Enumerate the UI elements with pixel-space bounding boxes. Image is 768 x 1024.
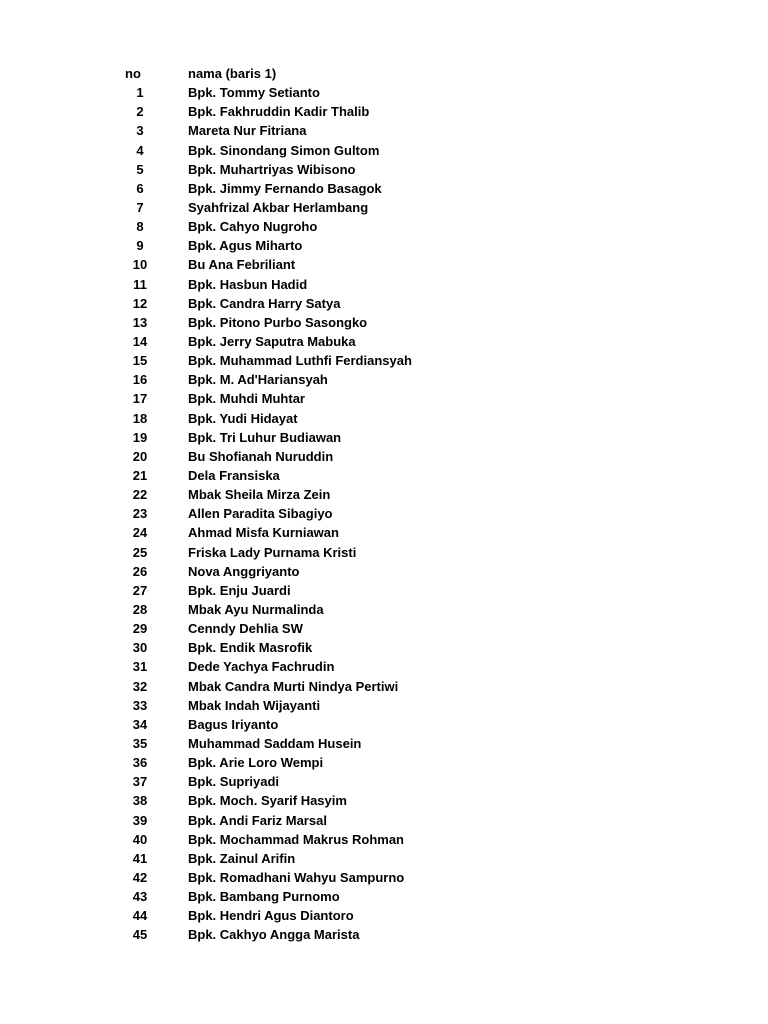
row-number-cell	[0, 562, 155, 581]
row-number: 24	[132, 525, 148, 541]
table-row	[0, 121, 768, 140]
row-number-cell	[0, 236, 155, 255]
row-number-cell	[0, 887, 155, 906]
row-number-cell	[0, 160, 155, 179]
row-number-cell	[0, 370, 155, 389]
table-row	[0, 925, 768, 944]
row-number: 44	[132, 908, 148, 924]
row-number: 12	[132, 295, 148, 311]
table-row	[0, 255, 768, 274]
row-name: Dela Fransiska	[188, 468, 280, 484]
row-name: Nova Anggriyanto	[188, 563, 300, 579]
row-number-cell	[0, 485, 155, 504]
row-number-cell	[0, 811, 155, 830]
row-number-cell	[0, 198, 155, 217]
row-number-cell	[0, 696, 155, 715]
row-name: Bpk. Muhdi Muhtar	[188, 391, 305, 407]
row-number-cell	[0, 428, 155, 447]
row-number-cell	[0, 849, 155, 868]
table-row	[0, 772, 768, 791]
row-name: Bpk. Yudi Hidayat	[188, 410, 298, 426]
table-row	[0, 753, 768, 772]
table-row	[0, 275, 768, 294]
row-number: 9	[136, 238, 144, 254]
row-name: Bpk. Hasbun Hadid	[188, 276, 308, 292]
header-nama-label: nama (baris 1)	[188, 66, 277, 82]
row-number-cell	[0, 351, 155, 370]
row-name: Mbak Candra Murti Nindya Pertiwi	[188, 678, 399, 694]
table-row	[0, 906, 768, 925]
row-name: Bagus Iriyanto	[188, 716, 279, 732]
row-name: Bpk. Cakhyo Angga Marista	[188, 927, 360, 943]
row-name: Bu Shofianah Nuruddin	[188, 448, 334, 464]
table-row	[0, 294, 768, 313]
row-name: Bpk. Cahyo Nugroho	[188, 219, 318, 235]
table-row	[0, 504, 768, 523]
table-row	[0, 696, 768, 715]
row-number: 30	[132, 640, 148, 656]
row-name: Bpk. Pitono Purbo Sasongko	[188, 314, 368, 330]
table-row	[0, 141, 768, 160]
table-row	[0, 428, 768, 447]
row-number-cell	[0, 294, 155, 313]
row-name: Bpk. Muhammad Luthfi Ferdiansyah	[188, 353, 412, 369]
row-number: 10	[132, 257, 148, 273]
row-number-cell	[0, 657, 155, 676]
row-number: 17	[132, 391, 148, 407]
row-number: 14	[132, 334, 148, 350]
row-number-cell	[0, 677, 155, 696]
row-name: Bpk. Arie Loro Wempi	[188, 755, 324, 771]
row-name: Bpk. Candra Harry Satya	[188, 295, 341, 311]
table-row	[0, 581, 768, 600]
row-number-cell	[0, 581, 155, 600]
row-number: 41	[132, 850, 148, 866]
row-number-cell	[0, 543, 155, 562]
row-number: 6	[136, 180, 144, 196]
row-number: 39	[132, 812, 148, 828]
table-row	[0, 638, 768, 657]
row-number: 26	[132, 563, 148, 579]
row-number-cell	[0, 504, 155, 523]
row-number: 35	[132, 735, 148, 751]
row-name: Bpk. Hendri Agus Diantoro	[188, 908, 354, 924]
row-number: 15	[132, 353, 148, 369]
table-row	[0, 370, 768, 389]
row-number: 34	[132, 716, 148, 732]
row-name: Mbak Indah Wijayanti	[188, 697, 321, 713]
table-row	[0, 198, 768, 217]
table-row	[0, 409, 768, 428]
table-row	[0, 313, 768, 332]
table-row	[0, 734, 768, 753]
row-name: Muhammad Saddam Husein	[188, 735, 362, 751]
table-row	[0, 715, 768, 734]
row-name: Bu Ana Febriliant	[188, 257, 296, 273]
row-name: Bpk. Sinondang Simon Gultom	[188, 142, 380, 158]
row-number-cell	[0, 447, 155, 466]
row-number: 42	[132, 869, 148, 885]
row-number: 28	[132, 602, 148, 617]
row-number-cell	[0, 141, 155, 160]
row-number: 36	[132, 755, 148, 771]
table-row	[0, 236, 768, 255]
row-number: 7	[136, 200, 144, 216]
table-row	[0, 389, 768, 408]
table-row	[0, 217, 768, 236]
row-number: 40	[132, 831, 148, 847]
row-name: Bpk. Enju Juardi	[188, 582, 291, 598]
table-row	[0, 543, 768, 562]
row-number-cell	[0, 791, 155, 810]
row-number: 22	[132, 487, 148, 503]
table-row	[0, 868, 768, 887]
row-number: 37	[132, 774, 148, 790]
row-number: 45	[132, 927, 148, 943]
row-number-cell	[0, 313, 155, 332]
row-number-cell	[0, 102, 155, 121]
row-name: Bpk. Agus Miharto	[188, 238, 303, 254]
table-row	[0, 523, 768, 542]
row-number-cell	[0, 734, 155, 753]
row-name: Bpk. Romadhani Wahyu Sampurno	[188, 869, 405, 885]
row-number: 43	[132, 889, 148, 905]
row-number-cell	[0, 332, 155, 351]
row-number-cell	[0, 255, 155, 274]
row-number-cell	[0, 619, 155, 638]
row-number-cell	[0, 830, 155, 849]
row-number: 38	[132, 793, 148, 809]
row-number: 27	[132, 582, 148, 598]
row-number: 11	[133, 276, 147, 292]
row-name: Mbak Sheila Mirza Zein	[188, 487, 331, 503]
row-number-cell	[0, 275, 155, 294]
row-number-cell	[0, 753, 155, 772]
table-row	[0, 619, 768, 638]
row-name: Bpk. M. Ad'Hariansyah	[188, 372, 328, 388]
row-name: Bpk. Bambang Purnomo	[188, 889, 340, 905]
row-number: 21	[132, 468, 148, 484]
row-number-cell	[0, 466, 155, 485]
row-number-cell	[0, 179, 155, 198]
row-number: 3	[136, 123, 144, 139]
table-row	[0, 810, 768, 829]
row-name: Bpk. Jimmy Fernando Basagok	[188, 180, 382, 196]
table-row	[0, 332, 768, 351]
row-name: Bpk. Tri Luhur Budiawan	[188, 429, 342, 445]
row-number: 18	[132, 410, 148, 426]
table-row	[0, 849, 768, 868]
row-number: 13	[132, 314, 148, 330]
table-row	[0, 887, 768, 906]
row-number-cell	[0, 906, 155, 925]
table-row	[0, 466, 768, 485]
row-number-cell	[0, 409, 155, 428]
row-name: Bpk. Endik Masrofik	[188, 640, 313, 656]
row-number-cell	[0, 217, 155, 236]
row-number: 19	[132, 429, 148, 445]
table-body	[0, 83, 768, 944]
header-no-label: no	[125, 66, 141, 82]
table-row	[0, 83, 768, 102]
row-name: Bpk. Tommy Setianto	[188, 85, 320, 101]
row-number: 2	[136, 104, 144, 120]
row-number-cell	[0, 925, 155, 944]
table-row	[0, 447, 768, 466]
table-row	[0, 830, 768, 849]
row-name: Bpk. Moch. Syarif Hasyim	[188, 793, 347, 809]
table-row	[0, 791, 768, 810]
row-number-cell	[0, 715, 155, 734]
table-row	[0, 102, 768, 121]
row-number: 16	[132, 372, 148, 388]
table-row	[0, 485, 768, 504]
row-number-cell	[0, 523, 155, 542]
row-number: 5	[136, 161, 144, 177]
row-name: Bpk. Fakhruddin Kadir Thalib	[188, 104, 370, 120]
row-name: Mareta Nur Fitriana	[188, 123, 307, 139]
table-row	[0, 562, 768, 581]
row-number-cell	[0, 121, 155, 140]
row-name: Syahfrizal Akbar Herlambang	[188, 200, 369, 216]
row-number-cell	[0, 772, 155, 791]
table-header-row	[0, 64, 768, 83]
row-name: Mbak Ayu Nurmalinda	[188, 602, 324, 617]
row-number: 8	[136, 219, 144, 235]
row-number: 33	[132, 697, 148, 713]
row-name: Bpk. Jerry Saputra Mabuka	[188, 334, 356, 350]
row-name: Dede Yachya Fachrudin	[188, 659, 335, 675]
table-row	[0, 351, 768, 370]
row-number: 20	[132, 448, 148, 464]
row-name: Ahmad Misfa Kurniawan	[188, 525, 339, 541]
row-number-cell	[0, 868, 155, 887]
row-name: Bpk. Muhartriyas Wibisono	[188, 161, 356, 177]
row-number: 31	[132, 659, 148, 675]
row-name: Bpk. Supriyadi	[188, 774, 280, 790]
row-number: 4	[136, 142, 144, 158]
row-name: Bpk. Andi Fariz Marsal	[188, 812, 327, 828]
row-number: 32	[132, 678, 148, 694]
table-row	[0, 657, 768, 676]
row-number-cell	[0, 600, 155, 619]
row-number: 29	[132, 621, 148, 637]
row-name: Allen Paradita Sibagiyo	[188, 506, 333, 522]
name-list-table	[0, 64, 768, 944]
row-name: Cenndy Dehlia SW	[188, 621, 303, 637]
row-number: 1	[136, 85, 144, 101]
row-number: 25	[132, 544, 148, 560]
table-row	[0, 179, 768, 198]
row-name: Bpk. Zainul Arifin	[188, 850, 296, 866]
row-number-cell	[0, 389, 155, 408]
table-row	[0, 677, 768, 696]
row-number: 23	[132, 506, 148, 522]
row-name: Friska Lady Purnama Kristi	[188, 544, 357, 560]
row-number-cell	[0, 83, 155, 102]
header-no-cell	[0, 64, 155, 83]
table-row	[0, 600, 768, 619]
row-name: Bpk. Mochammad Makrus Rohman	[188, 831, 404, 847]
table-row	[0, 160, 768, 179]
row-number-cell	[0, 638, 155, 657]
